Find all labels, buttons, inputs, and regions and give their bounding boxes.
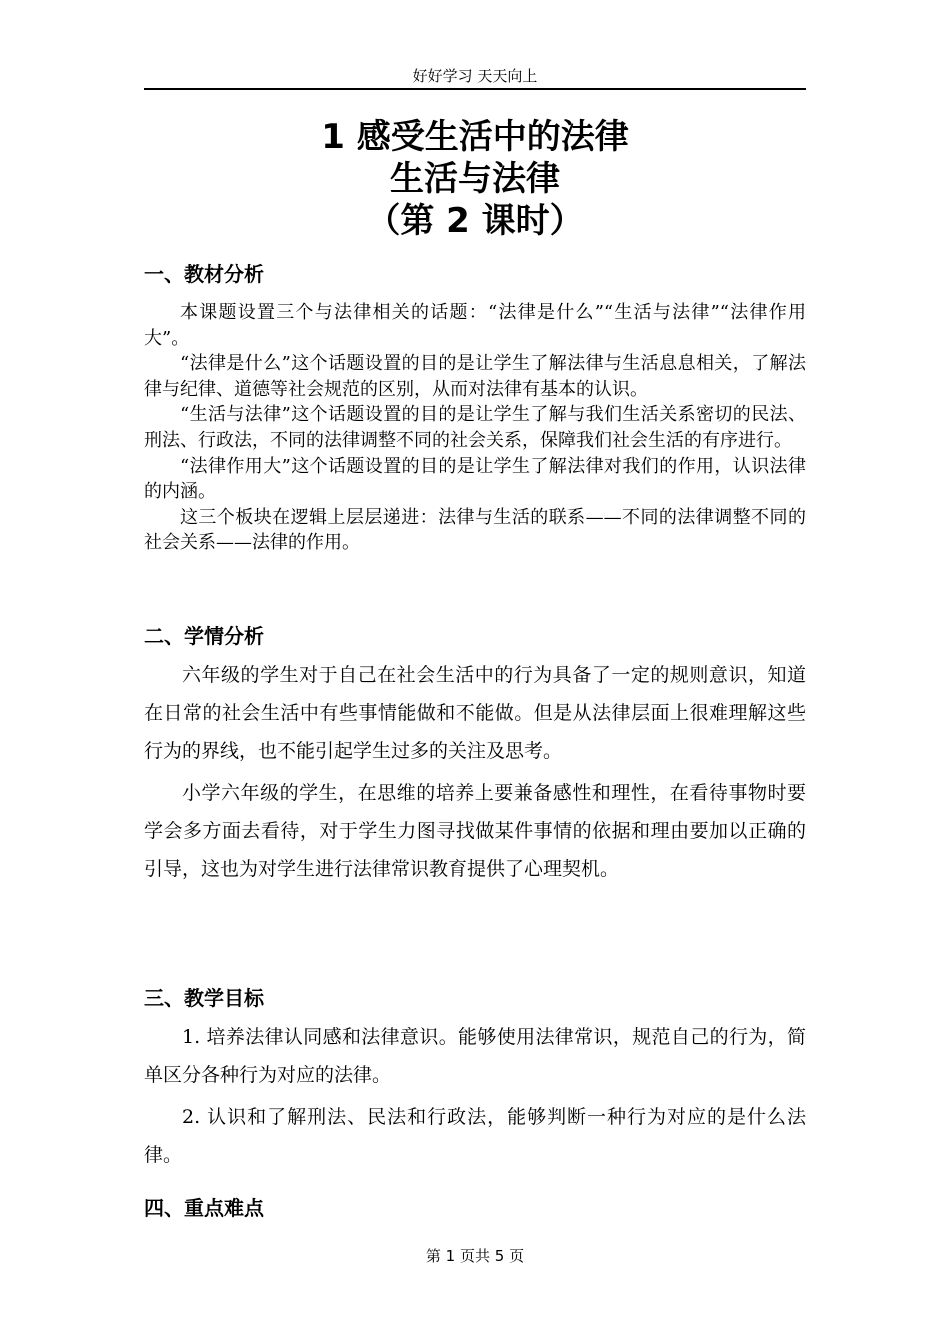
section-learner-analysis	[144, 622, 806, 888]
header-rule	[144, 88, 806, 90]
section-textbook-analysis	[144, 260, 806, 556]
section-heading: 四、重点难点	[144, 1196, 264, 1220]
section-key-difficulties	[144, 1194, 806, 1222]
page-header: 好好学习 天天向上	[412, 67, 538, 85]
paragraph: 2. 认识和了解刑法、民法和行政法，能够判断一种行为对应的是什么法律。	[144, 1106, 806, 1166]
paragraph: 本课题设置三个与法律相关的话题：“法律是什么”“生活与法律”“法律作用大”。	[144, 302, 806, 349]
paragraph: 1. 培养法律认同感和法律意识。能够使用法律常识，规范自己的行为，简单区分各种行为对应的法律。	[144, 1026, 806, 1086]
paragraph: “生活与法律”这个话题设置的目的是让学生了解与我们生活关系密切的民法、刑法、行政法，不同的法律调整不同的社会关系，保障我们社会生活的有序进行。	[144, 404, 806, 451]
document-title	[144, 116, 806, 242]
paragraph: 六年级的学生对于自己在社会生活中的行为具备了一定的规则意识，知道在日常的社会生活中有些事情能做和不能做。但是从法律层面上很难理解这些行为的界线，也不能引起学生过多的关注及思考。	[144, 664, 806, 762]
section-teaching-objectives	[144, 984, 806, 1174]
title-line-3: （第 2 课时）	[366, 201, 584, 241]
page-footer: 第 1 页共 5 页	[425, 1247, 525, 1265]
section-heading: 一、教材分析	[144, 262, 264, 286]
section-heading: 二、学情分析	[144, 624, 264, 648]
paragraph: “法律作用大”这个话题设置的目的是让学生了解法律对我们的作用，认识法律的内涵。	[144, 455, 806, 503]
paragraph: 这三个板块在逻辑上层层递进：法律与生活的联系——不同的法律调整不同的社会关系——法律的作用。	[144, 506, 806, 554]
paragraph: 小学六年级的学生，在思维的培养上要兼备感性和理性，在看待事物时要学会多方面去看待，对于学生力图寻找做某件事情的依据和理由要加以正确的引导，这也为对学生进行法律常识教育提供了心理契机。	[144, 782, 806, 880]
paragraph: “法律是什么”这个话题设置的目的是让学生了解法律与生活息息相关，了解法律与纪律、道德等社会规范的区别，从而对法律有基本的认识。	[144, 353, 806, 400]
title-line-2: 生活与法律	[390, 159, 560, 199]
section-heading: 三、教学目标	[144, 986, 264, 1010]
title-line-1: 1 感受生活中的法律	[321, 117, 629, 157]
